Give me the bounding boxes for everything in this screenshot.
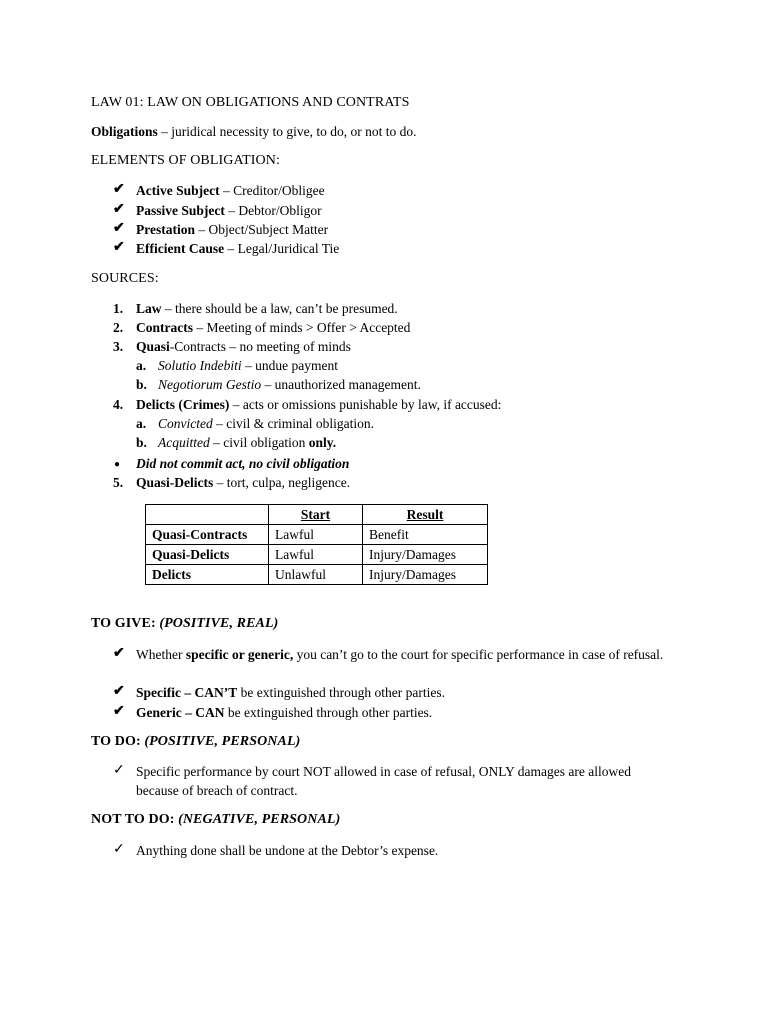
- sub-def: – undue payment: [241, 358, 338, 373]
- element-def: – Object/Subject Matter: [195, 222, 329, 237]
- list-number: 2.: [113, 320, 124, 335]
- not-to-do-emphasis: (NEGATIVE, PERSONAL): [178, 812, 341, 827]
- element-term: Active Subject: [136, 183, 220, 198]
- to-give-heading: [91, 614, 278, 633]
- to-do-heading: [91, 732, 300, 751]
- element-def: – Debtor/Obligor: [224, 203, 322, 218]
- table-cell: Benefit: [363, 525, 488, 545]
- obligations-def: – juridical necessity to give, to do, or not to do.: [157, 124, 417, 139]
- table-header-row: [146, 505, 488, 525]
- item-def: Anything done shall be undone at the Debtor’s expense.: [136, 843, 439, 858]
- sub-def: – civil obligation: [209, 435, 309, 450]
- table-header: Start: [269, 505, 363, 525]
- element-def: – Creditor/Obligee: [219, 183, 325, 198]
- check-icon: ✔: [113, 221, 125, 236]
- list-number: 4.: [113, 397, 124, 412]
- sub-def: – unauthorized management.: [261, 377, 421, 392]
- list-letter: a.: [136, 358, 147, 373]
- not-to-do-label: NOT TO DO:: [91, 812, 179, 827]
- table-row: [146, 565, 488, 585]
- table-row: [146, 525, 488, 545]
- list-number: 5.: [113, 475, 124, 490]
- element-term: Passive Subject: [136, 203, 225, 218]
- obligations-definition: [91, 122, 417, 141]
- to-do-emphasis: (POSITIVE, PERSONAL): [144, 734, 301, 749]
- list-letter: a.: [136, 416, 147, 431]
- sub-term: Solutio Indebiti: [158, 358, 242, 373]
- table-cell: Injury/Damages: [363, 545, 488, 565]
- to-give-label: TO GIVE:: [91, 616, 160, 631]
- not-to-do-heading: [91, 810, 340, 829]
- source-def: – acts or omissions punishable by law, if accused:: [229, 397, 502, 412]
- list-number: 3.: [113, 339, 124, 354]
- check-icon: ✔: [113, 182, 125, 197]
- sub-def: – civil & criminal obligation.: [212, 416, 374, 431]
- check-icon: ✔: [113, 704, 125, 719]
- list-letter: b.: [136, 377, 147, 392]
- source-term: Contracts: [136, 320, 193, 335]
- item-prefix: Whether: [136, 647, 186, 662]
- table-cell: Lawful: [269, 545, 363, 565]
- bullet-text: Did not commit act, no civil obligation: [136, 456, 350, 471]
- table-cell: Quasi-Delicts: [146, 545, 269, 565]
- item-term: Specific – CAN’T: [136, 685, 238, 700]
- sub-term: Negotiorum Gestio: [158, 377, 262, 392]
- comparison-table: [145, 504, 488, 585]
- list-number: 1.: [113, 301, 124, 316]
- source-def: -Contracts – no meeting of minds: [169, 339, 351, 354]
- table-cell: Unlawful: [269, 565, 363, 585]
- title-text: LAW 01: LAW ON OBLIGATIONS AND CONTRATS: [91, 95, 410, 110]
- check-icon: ✓: [113, 763, 125, 778]
- obligations-term: Obligations: [91, 124, 158, 139]
- source-term: Quasi: [136, 339, 170, 354]
- item-term: Generic – CAN: [136, 705, 225, 720]
- source-term: Quasi-Delicts: [136, 475, 214, 490]
- check-icon: ✔: [113, 646, 125, 661]
- bullet-icon: ●: [114, 459, 121, 470]
- sub-term: Convicted: [158, 416, 213, 431]
- item-def: be extinguished through other parties.: [237, 685, 445, 700]
- item-def: Specific performance by court NOT allowed in case of refusal, ONLY damages are allowed because of breach of contract.: [136, 764, 631, 798]
- table-header: [146, 505, 269, 525]
- sources-heading: SOURCES:: [91, 271, 159, 286]
- table-header: Result: [363, 505, 488, 525]
- element-def: – Legal/Juridical Tie: [224, 241, 340, 256]
- table-cell: Delicts: [146, 565, 269, 585]
- to-do-label: TO DO:: [91, 734, 145, 749]
- check-icon: ✓: [113, 842, 125, 857]
- document-title: [91, 93, 409, 112]
- source-term: Law: [136, 301, 162, 316]
- check-icon: ✔: [113, 202, 125, 217]
- item-term: specific or generic,: [185, 647, 294, 662]
- item-def: be extinguished through other parties.: [224, 705, 433, 720]
- check-icon: ✔: [113, 240, 125, 255]
- source-def: – Meeting of minds > Offer > Accepted: [193, 320, 411, 335]
- table-row: [146, 545, 488, 565]
- sub-term: Acquitted: [158, 435, 210, 450]
- table-cell: Lawful: [269, 525, 363, 545]
- sub-emphasis: only.: [308, 435, 337, 450]
- element-term: Efficient Cause: [136, 241, 225, 256]
- check-icon: ✔: [113, 684, 125, 699]
- list-letter: b.: [136, 435, 147, 450]
- table-cell: Injury/Damages: [363, 565, 488, 585]
- element-term: Prestation: [136, 222, 195, 237]
- source-term: Delicts (Crimes): [136, 397, 230, 412]
- source-def: – tort, culpa, negligence.: [213, 475, 351, 490]
- elements-heading: ELEMENTS OF OBLIGATION:: [91, 153, 280, 168]
- to-give-emphasis: (POSITIVE, REAL): [159, 616, 279, 631]
- item-def: you can’t go to the court for specific performance in case of refusal.: [293, 647, 664, 662]
- source-def: – there should be a law, can’t be presumed.: [161, 301, 398, 316]
- table-cell: Quasi-Contracts: [146, 525, 269, 545]
